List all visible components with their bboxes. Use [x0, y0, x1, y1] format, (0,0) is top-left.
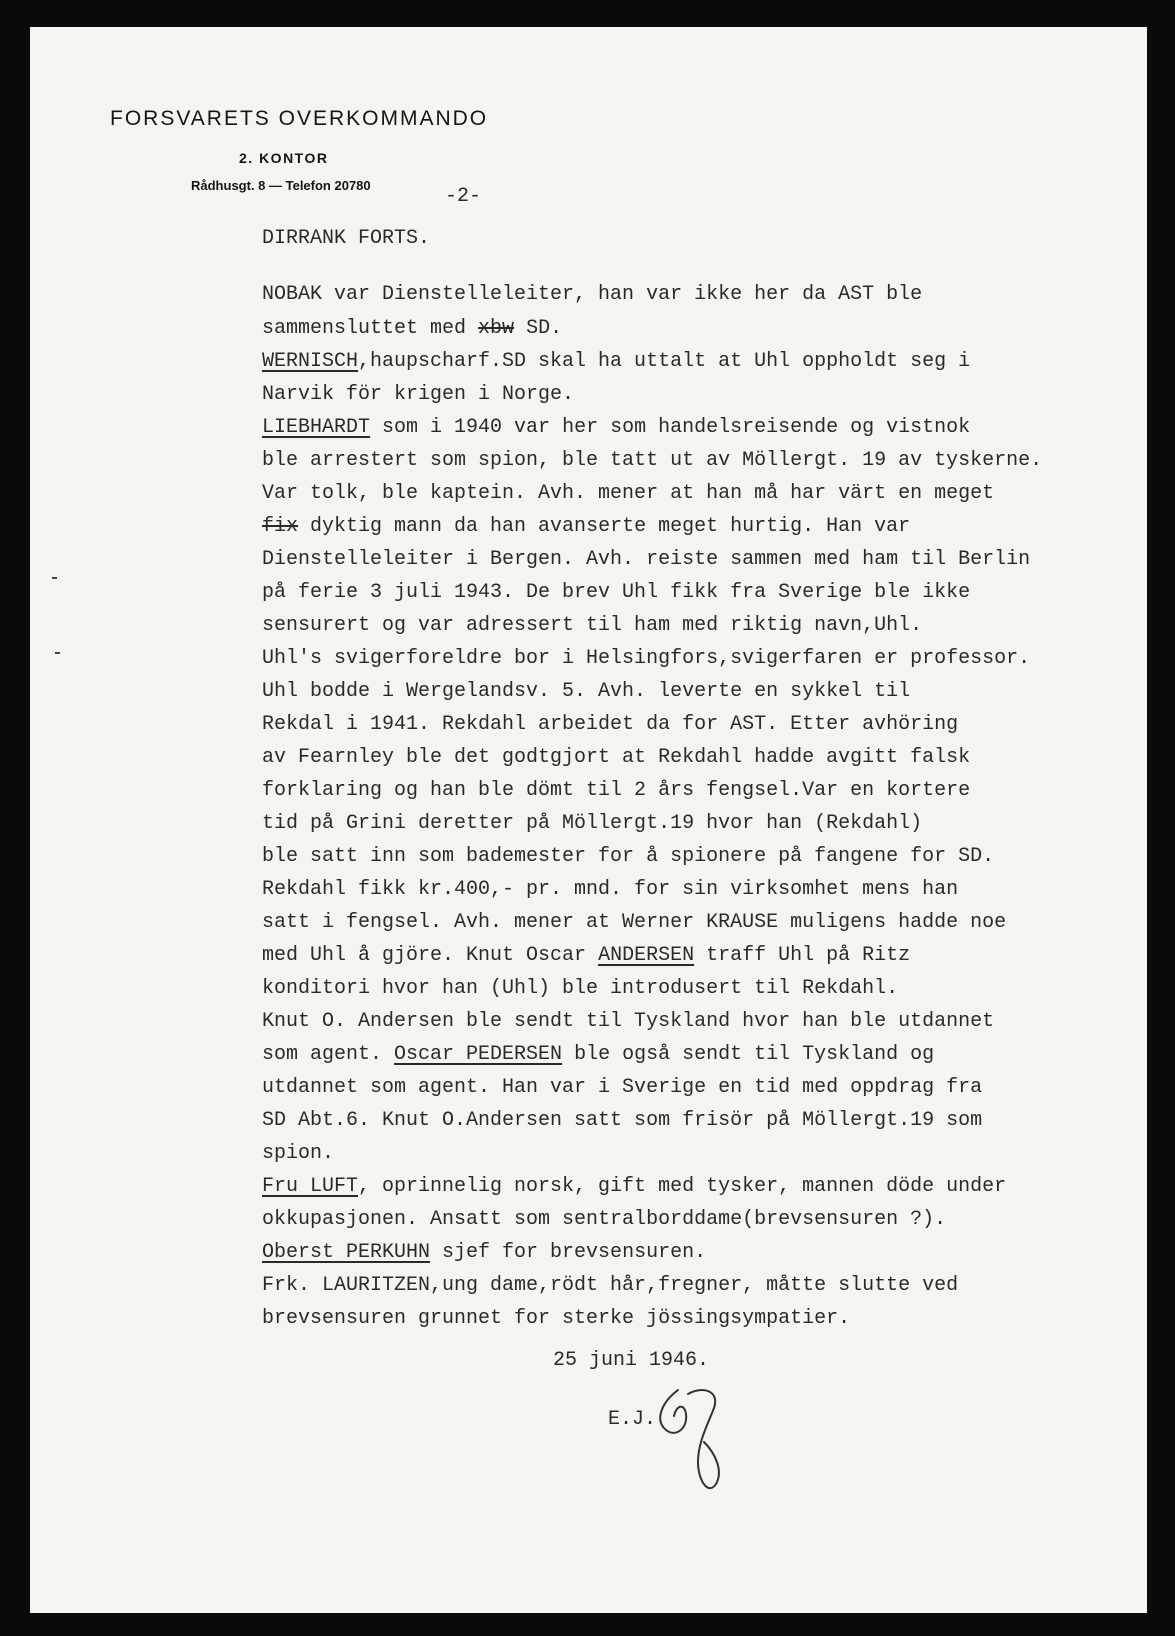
text-line: Knut O. Andersen ble sendt til Tyskland hvor han ble utdannet [262, 1010, 995, 1033]
date: 25 juni 1946. [553, 1349, 710, 1372]
text-line: Uhl bodde i Wergelandsv. 5. Avh. leverte en sykkel til [262, 680, 911, 703]
underlined-name: LIEBHARDT [262, 416, 371, 439]
heading: DIRRANK FORTS. [262, 227, 431, 250]
struck-text: fix [262, 515, 299, 538]
text-line: sensurert og var adressert til ham med riktig navn,Uhl. [262, 614, 923, 637]
letterhead-org: FORSVARETS OVERKOMMANDO [110, 107, 489, 130]
text-line: fix dyktig mann da han avanserte meget hurtig. Han var [262, 515, 911, 538]
initials: E.J. [608, 1408, 657, 1431]
text-line: SD Abt.6. Knut O.Andersen satt som frisör på Möllergt.19 som [262, 1109, 983, 1132]
handwritten-signature [640, 1372, 730, 1502]
text-line: Var tolk, ble kaptein. Avh. mener at han må har värt en meget [262, 482, 995, 505]
text-line: spion. [262, 1142, 335, 1165]
text-line: satt i fengsel. Avh. mener at Werner KRAUSE muligens hadde noe [262, 911, 1007, 934]
text-line: brevsensuren grunnet for sterke jössingsympatier. [262, 1307, 851, 1330]
text-line: utdannet som agent. Han var i Sverige en tid med oppdrag fra [262, 1076, 983, 1099]
text-line: NOBAK var Dienstelleleiter, han var ikke her da AST ble [262, 283, 923, 306]
page-number: -2- [445, 185, 482, 208]
text-line: Uhl's svigerforeldre bor i Helsingfors,svigerfaren er professor. [262, 647, 1031, 670]
underlined-name: Oberst PERKUHN [262, 1241, 431, 1264]
underlined-name: Fru LUFT [262, 1175, 359, 1198]
margin-mark [52, 577, 57, 579]
text-line: ble arrestert som spion, ble tatt ut av Möllergt. 19 av tyskerne. [262, 449, 1043, 472]
letterhead-address: Rådhusgt. 8 — Telefon 20780 [191, 178, 371, 193]
text-line: Dienstelleleiter i Bergen. Avh. reiste sammen med ham til Berlin [262, 548, 1031, 571]
letterhead-office: 2. KONTOR [239, 150, 329, 166]
text-line: Rekdal i 1941. Rekdahl arbeidet da for AST. Etter avhöring [262, 713, 959, 736]
text-line: WERNISCH,haupscharf.SD skal ha uttalt at Uhl oppholdt seg i [262, 350, 971, 373]
text-line: som agent. Oscar PEDERSEN ble også sendt til Tyskland og [262, 1043, 935, 1066]
margin-mark [55, 652, 60, 654]
text-line: Frk. LAURITZEN,ung dame,rödt hår,fregner, måtte slutte ved [262, 1274, 959, 1297]
underlined-name: Oscar PEDERSEN [394, 1043, 563, 1066]
text-line: sammensluttet med xbw SD. [262, 317, 563, 340]
text-line: forklaring og han ble dömt til 2 års fengsel.Var en kortere [262, 779, 971, 802]
text-line: LIEBHARDT som i 1940 var her som handelsreisende og vistnok [262, 416, 971, 439]
underlined-name: ANDERSEN [598, 944, 695, 967]
text-line: Fru LUFT, oprinnelig norsk, gift med tysker, mannen döde under [262, 1175, 1007, 1198]
struck-text: xbw [478, 317, 515, 340]
text-line: Oberst PERKUHN sjef for brevsensuren. [262, 1241, 707, 1264]
text-line: tid på Grini deretter på Möllergt.19 hvor han (Rekdahl) [262, 812, 923, 835]
typed-text [30, 27, 1147, 1613]
document-page [30, 27, 1147, 1613]
text-line: Rekdahl fikk kr.400,- pr. mnd. for sin virksomhet mens han [262, 878, 959, 901]
text-line: ble satt inn som bademester for å spionere på fangene for SD. [262, 845, 995, 868]
underlined-name: WERNISCH [262, 350, 359, 373]
text-line: på ferie 3 juli 1943. De brev Uhl fikk fra Sverige ble ikke [262, 581, 971, 604]
text-line: av Fearnley ble det godtgjort at Rekdahl hadde avgitt falsk [262, 746, 971, 769]
text-line: med Uhl å gjöre. Knut Oscar ANDERSEN traff Uhl på Ritz [262, 944, 911, 967]
text-line: okkupasjonen. Ansatt som sentralborddame(brevsensuren ?). [262, 1208, 947, 1231]
text-line: konditori hvor han (Uhl) ble introdusert til Rekdahl. [262, 977, 899, 1000]
text-line: Narvik för krigen i Norge. [262, 383, 575, 406]
